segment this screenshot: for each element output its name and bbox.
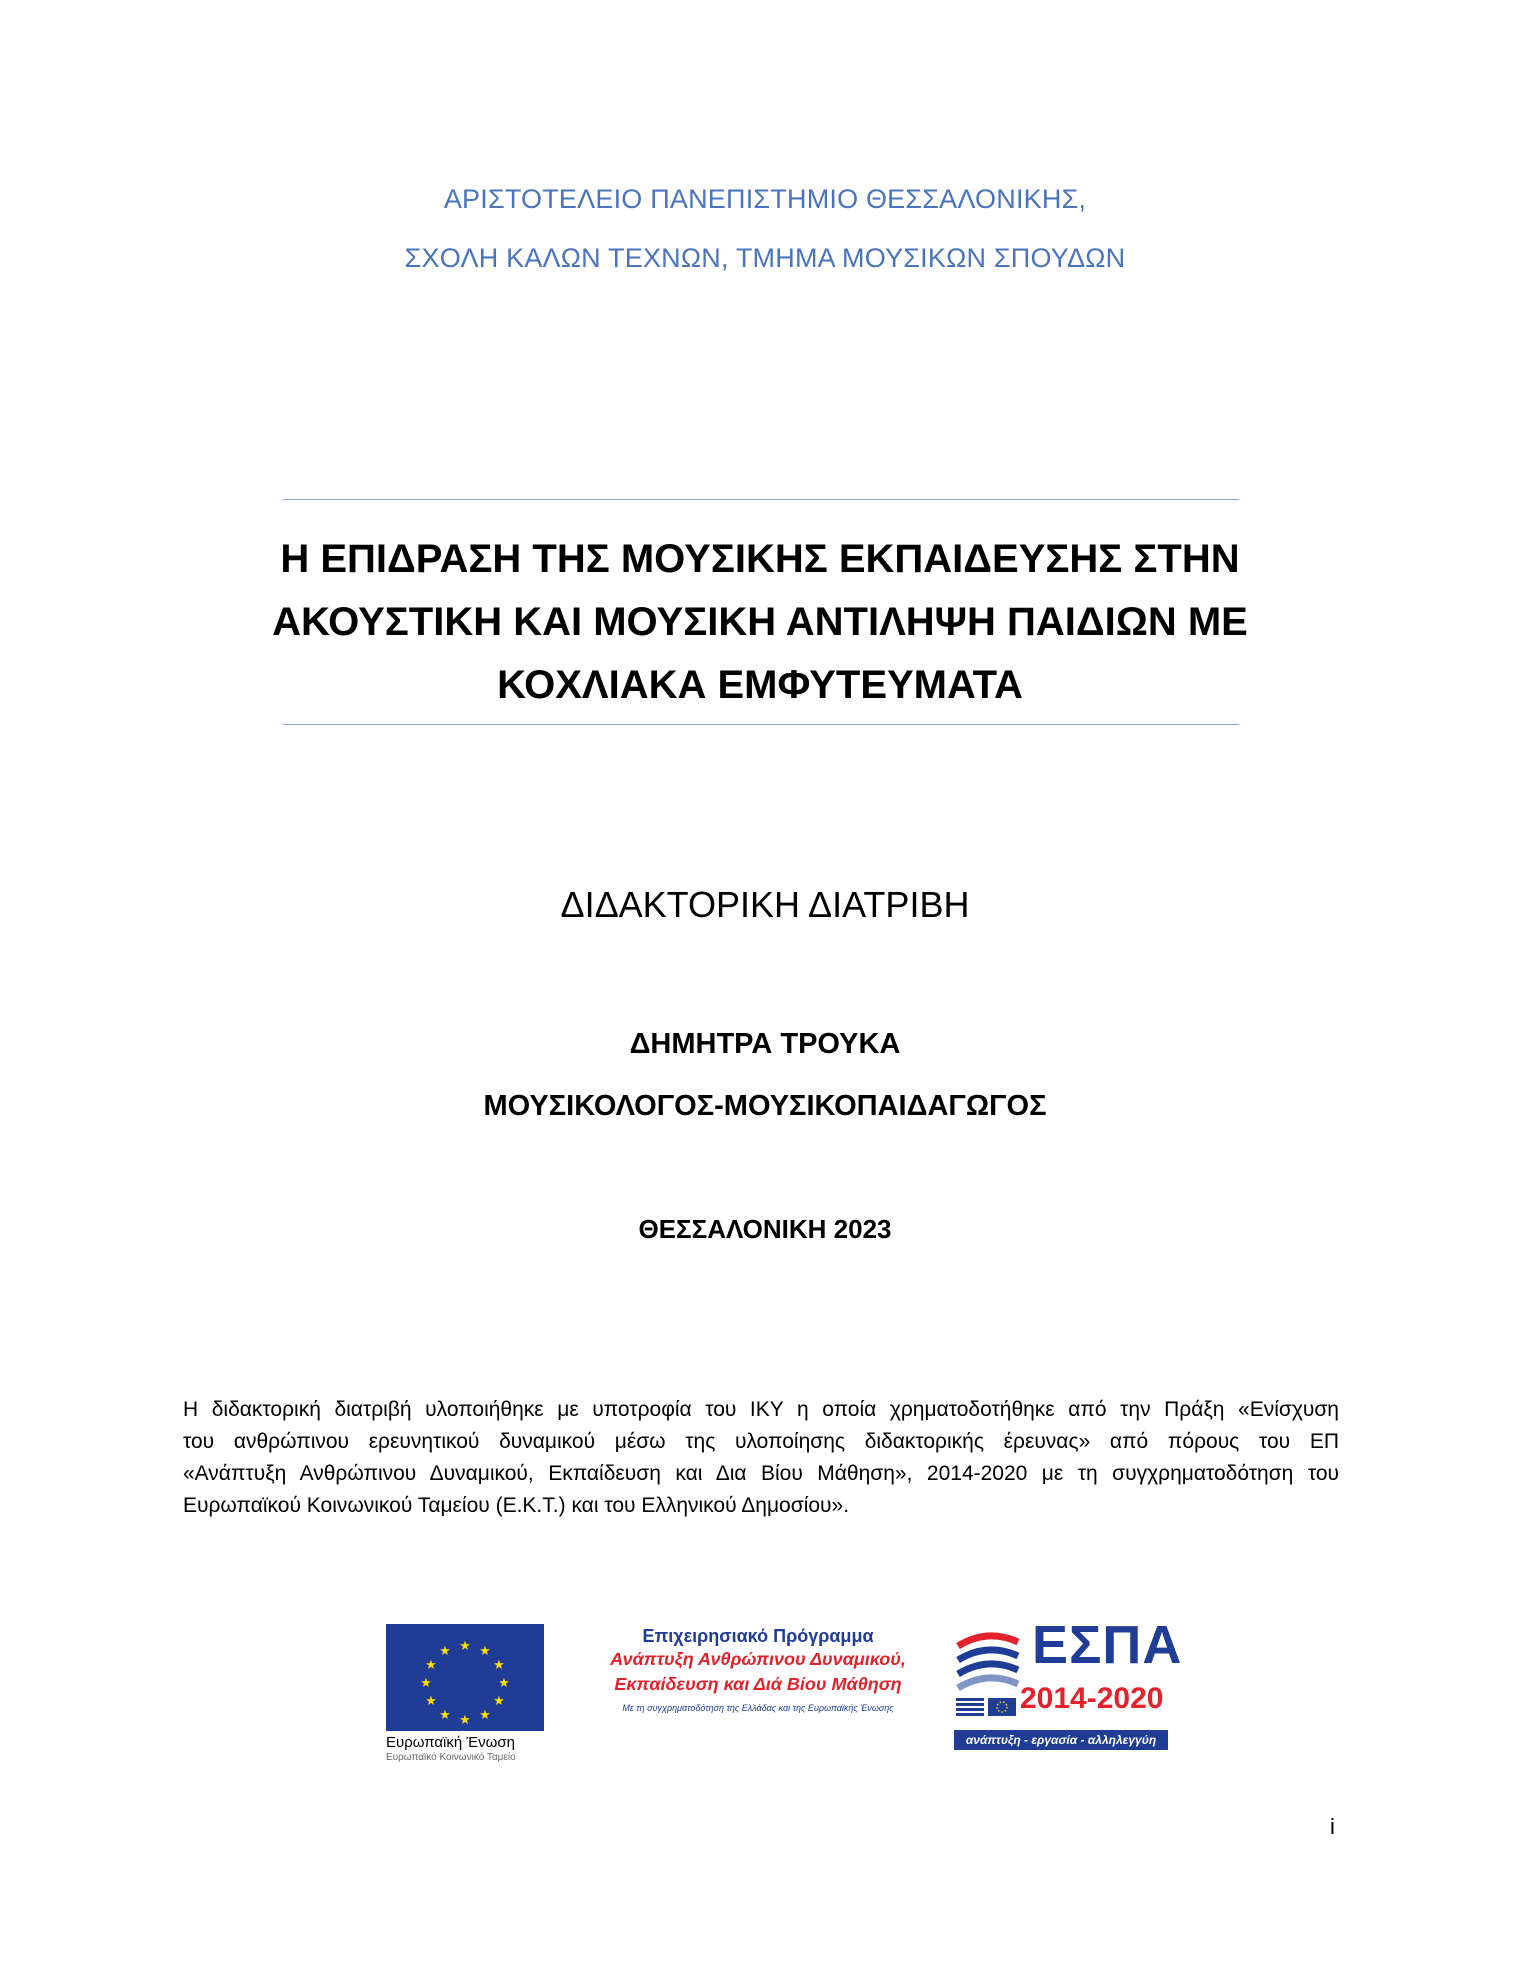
funding-statement bbox=[183, 1394, 1339, 1522]
thesis-title bbox=[240, 528, 1280, 717]
place-year: ΘΕΣΣΑΛΟΝΙΚΗ 2023 bbox=[638, 1214, 892, 1244]
page-number: i bbox=[1330, 1814, 1335, 1839]
op-line: Ανάπτυξη Ανθρώπινου Δυναμικού, bbox=[610, 1649, 906, 1669]
op-cofinancing-note: Με τη συγχρηματοδότηση της Ελλάδας και της Ευρωπαϊκής Ένωσης bbox=[622, 1703, 894, 1713]
svg-text:★: ★ bbox=[459, 1638, 471, 1653]
operational-programme-logo bbox=[558, 1626, 958, 1713]
svg-text:★: ★ bbox=[493, 1693, 505, 1708]
svg-text:★: ★ bbox=[479, 1707, 491, 1722]
eu-stars-icon bbox=[386, 1624, 544, 1731]
op-line: Εκπαίδευση και Διά Βίου Μάθηση bbox=[614, 1674, 902, 1694]
department-name: ΣΧΟΛΗ ΚΑΛΩΝ ΤΕΧΝΩΝ, ΤΜΗΜΑ ΜΟΥΣΙΚΩΝ ΣΠΟΥΔΩΝ bbox=[404, 243, 1126, 273]
svg-text:★: ★ bbox=[479, 1643, 491, 1658]
svg-text:★: ★ bbox=[425, 1657, 437, 1672]
svg-text:★: ★ bbox=[493, 1657, 505, 1672]
title-rule-bottom bbox=[283, 724, 1239, 725]
espa-years: 2014-2020 bbox=[1020, 1682, 1164, 1715]
espa-slogan: ανάπτυξη - εργασία - αλληλεγγύη bbox=[954, 1730, 1168, 1750]
author-role: ΜΟΥΣΙΚΟΛΟΓΟΣ-ΜΟΥΣΙΚΟΠΑΙΔΑΓΩΓΟΣ bbox=[483, 1090, 1047, 1122]
funding-line: «Ανάπτυξη Ανθρώπινου Δυναμικού, Εκπαίδευση και Δια Βίου Μάθηση», 2014-2020 με τη συγχρηματοδότηση του bbox=[183, 1462, 1339, 1485]
svg-text:★: ★ bbox=[439, 1643, 451, 1658]
sponsor-logos bbox=[386, 1615, 1183, 1764]
svg-text:★: ★ bbox=[439, 1707, 451, 1722]
eu-sublabel: Ευρωπαϊκό Κοινωνικό Ταμείο bbox=[386, 1752, 516, 1763]
thesis-title-line: Η ΕΠΙΔΡΑΣΗ ΤΗΣ ΜΟΥΣΙΚΗΣ ΕΚΠΑΙΔΕΥΣΗΣ ΣΤΗΝ bbox=[280, 537, 1240, 581]
espa-title: ΕΣΠΑ bbox=[1032, 1615, 1183, 1675]
author-name: ΔΗΜΗΤΡΑ ΤΡΟΥΚΑ bbox=[629, 1028, 901, 1060]
svg-text:★: ★ bbox=[420, 1675, 432, 1690]
espa-logo bbox=[954, 1615, 1183, 1764]
university-name: ΑΡΙΣΤΟΤΕΛΕΙΟ ΠΑΝΕΠΙΣΤΗΜΙΟ ΘΕΣΣΑΛΟΝΙΚΗΣ, bbox=[443, 184, 1087, 214]
thesis-type: ΔΙΔΑΚΤΟΡΙΚΗ ΔΙΑΤΡΙΒΗ bbox=[560, 884, 970, 925]
funding-line: του ανθρώπινου ερευνητικού δυναμικού μέσω της υλοποίησης διδακτορικής έρευνας» από πόρους του ΕΠ bbox=[183, 1430, 1339, 1453]
thesis-title-line: ΑΚΟΥΣΤΙΚΗ ΚΑΙ ΜΟΥΣΙΚΗ ΑΝΤΙΛΗΨΗ ΠΑΙΔΙΩΝ ΜΕ bbox=[272, 600, 1248, 644]
svg-text:★: ★ bbox=[425, 1693, 437, 1708]
eu-label: Ευρωπαϊκή Ένωση bbox=[386, 1734, 515, 1751]
op-line: Επιχειρησιακό Πρόγραμμα bbox=[642, 1626, 874, 1646]
svg-text:★: ★ bbox=[498, 1675, 510, 1690]
thesis-title-line: ΚΟΧΛΙΑΚΑ ΕΜΦΥΤΕΥΜΑΤΑ bbox=[497, 663, 1023, 707]
eu-flag-icon bbox=[386, 1624, 544, 1731]
svg-text:★: ★ bbox=[459, 1712, 471, 1727]
title-rule-top bbox=[283, 499, 1239, 500]
funding-line: Ευρωπαϊκού Κοινωνικού Ταμείου (Ε.Κ.Τ.) και του Ελληνικού Δημοσίου». bbox=[183, 1494, 850, 1517]
funding-line: Η διδακτορική διατριβή υλοποιήθηκε με υποτροφία του ΙΚΥ η οποία χρηματοδοτήθηκε από την Πράξη «Ενίσχυση bbox=[183, 1398, 1339, 1421]
